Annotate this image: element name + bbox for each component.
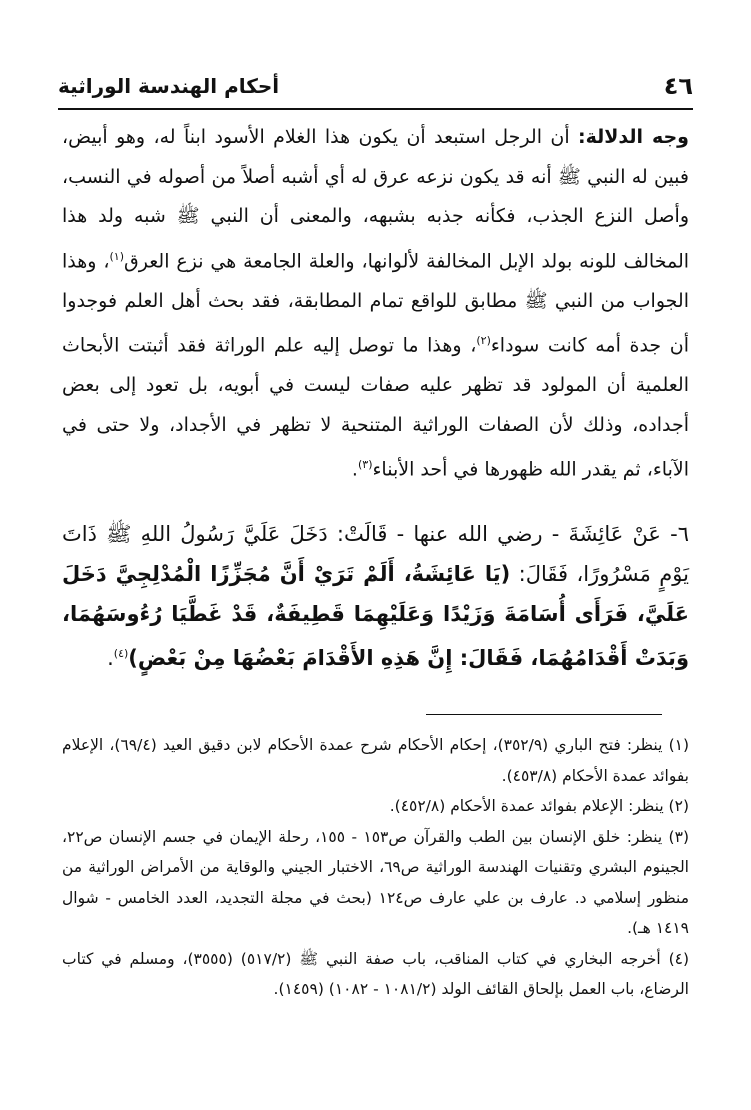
hadith-paragraph xyxy=(62,514,689,678)
page-header xyxy=(58,72,693,106)
footnotes-section xyxy=(62,730,689,1005)
hadith-close: . xyxy=(107,646,114,670)
footnote-4: (٤) أخرجه البخاري في كتاب المناقب، باب صفة النبي ﷺ (٥١٧/٢) (٣٥٥٥)، ومسلم في كتاب الرضاع، باب العمل بإلحاق القائف الولد (١٠٨١/٢ - ١٠٨٢) (١٤٥٩). xyxy=(62,949,690,998)
footnote-divider xyxy=(426,714,662,715)
hadith-quote: (يَا عَائِشَةُ، أَلَمْ تَرَيْ أَنَّ مُجَزِّزًا الْمُدْلِجِيَّ دَخَلَ عَلَيَّ، فَرَأَى أُسَامَةَ وَزَيْدًا وَعَلَيْهِمَا قَطِيفَةٌ، قَدْ غَطَّيَا رُءُوسَهُمَا، وَبَدَتْ أَقْدَامُهُمَا، فَقَالَ: إِنَّ هَذِهِ الأَقْدَامَ بَعْضُهَا مِنْ بَعْضٍ) xyxy=(62,562,689,670)
page-number: ٤٦ xyxy=(663,72,693,100)
paragraph-text: أن الرجل استبعد أن يكون هذا الغلام الأسود ابناً له، وهو أبيض، فبين له النبي ﷺ أنه قد يكون نزعه عرق له أي أشبه أصلاً من أصوله في النسب، وأصل النزع الجذب، فكأنه جذبه بشبهه، والمعنى أن النبي ﷺ شبه ولد هذا المخالف للونه بولد الإبل المخالفة لألوانها، والعلة الجامعة هي نزع العرق xyxy=(62,126,690,273)
running-title: أحكام الهندسة الوراثية xyxy=(58,74,280,98)
paragraph-close: . xyxy=(351,458,358,481)
main-text xyxy=(62,118,689,490)
header-divider xyxy=(58,108,693,110)
section-term: وجه الدلالة: xyxy=(577,126,689,148)
paragraph-text-end: ، وهذا ما توصل إليه علم الوراثة فقد أثبتت الأبحاث العلمية أن المولود قد تظهر عليه صفات ليست في أبويه، بل تعود إلى بعض أجداده، وذلك لأن الصفات الوراثية المتنحية لا تظهر في الأجداد، ولا حتى في الآباء، ثم يقدر الله ظهورها في أحد الأبناء xyxy=(62,334,689,481)
paragraph-text-continued: ، وهذا الجواب من النبي ﷺ مطابق للواقع تمام المطابقة، فقد بحث أهل العلم فوجدوا أن جدة أمه كانت سوداء xyxy=(62,250,689,357)
footnote-ref-4: (٤) xyxy=(113,647,129,660)
footnote-ref-3: (٣) xyxy=(357,458,373,472)
footnote-1: (١) ينظر: فتح الباري (٣٥٢/٩)، إحكام الأحكام شرح عمدة الأحكام لابن دقيق العيد (٦٩/٤)، الإعلام بفوائد عمدة الأحكام (٤٥٣/٨). xyxy=(62,736,690,785)
footnote-3: (٣) ينظر: خلق الإنسان بين الطب والقرآن ص١٥٣ - ١٥٥، رحلة الإيمان في جسم الإنسان ص٢٢، الجينوم البشري وتقنيات الهندسة الوراثية ص٦٩، الاختبار الجيني والوقاية من الأمراض الوراثية من منظور إسلامي د. عارف بن علي عارف ص١٢٤ (بحث في مجلة التجديد، العدد الخامس - شوال ١٤١٩ هـ). xyxy=(62,827,690,937)
footnote-2: (٢) ينظر: الإعلام بفوائد عمدة الأحكام (٤٥٢/٨). xyxy=(389,797,689,815)
footnote-ref-1: (١) xyxy=(109,249,125,263)
footnote-ref-2: (٢) xyxy=(476,334,491,348)
body-paragraph xyxy=(62,118,689,490)
hadith-block xyxy=(62,514,689,678)
hadith-intro: ٦- عَنْ عَائِشَةَ - رضي الله عنها - قَالَتْ: دَخَلَ عَلَيَّ رَسُولُ اللهِ ﷺ ذَاتَ يَوْمٍ مَسْرُورًا، فَقَالَ: xyxy=(62,522,689,586)
